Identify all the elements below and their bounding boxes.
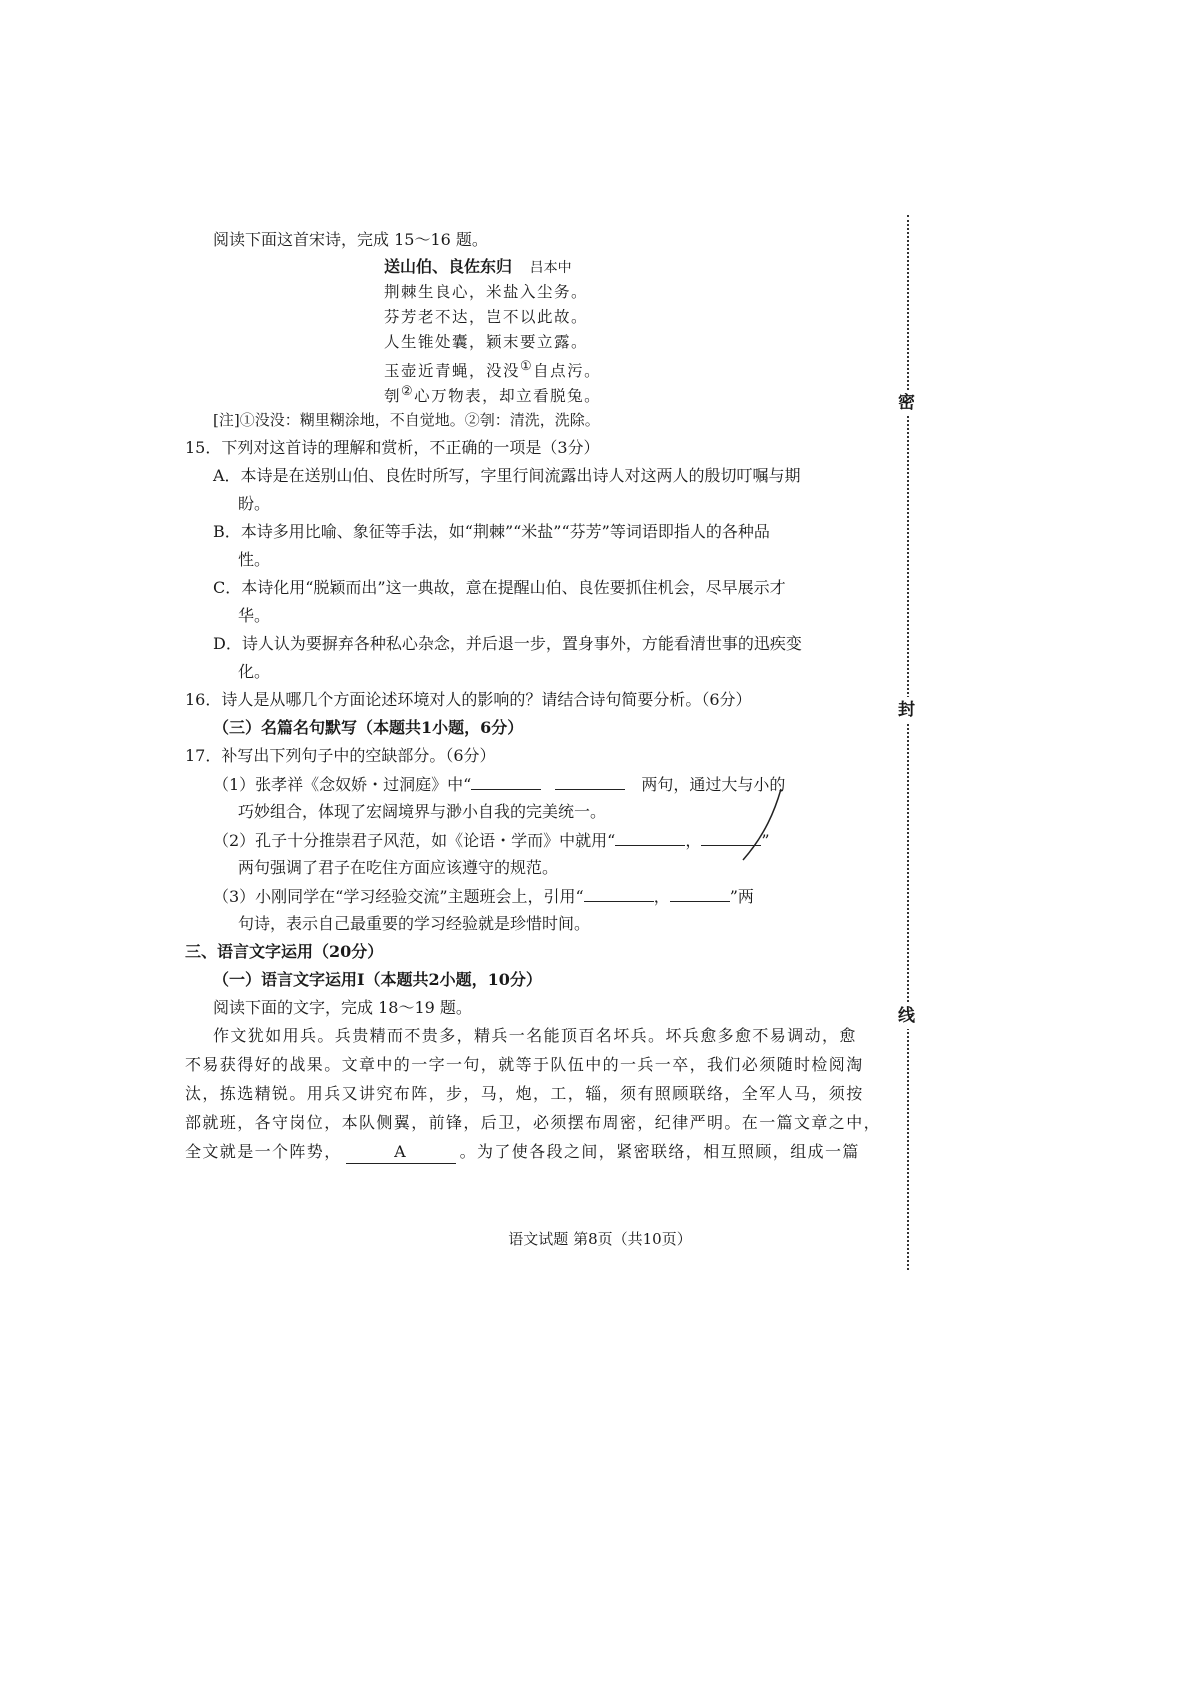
poem-line-4-b: 自点污。	[533, 362, 602, 381]
poem-line-5	[384, 381, 601, 407]
q15-option-a-cont: 盼。	[238, 494, 271, 513]
q15-option-d-cont: 化。	[238, 662, 271, 681]
binding-char-3: 线	[898, 1003, 915, 1029]
poem-line-1: 荆棘生良心，米盐入尘务。	[384, 283, 589, 301]
q17-2-end: ”	[761, 831, 770, 850]
binding-dotted-line	[907, 215, 909, 1270]
q17-part-3-cont: 句诗，表示自己最重要的学习经验就是珍惜时间。	[238, 914, 591, 933]
binding-char-2: 封	[898, 697, 915, 723]
note-mark-2: ②	[401, 384, 415, 399]
passage-line-3: 汰，拣选精锐。用兵又讲究布阵，步，马，炮，工，辎，须有照顾联络，全军人马，须按	[185, 1084, 864, 1103]
q17-part-3-text: （3）小刚同学在“学习经验交流”主题班会上，引用“	[213, 887, 584, 906]
q15-option-c-cont: 华。	[238, 606, 271, 625]
q17-2-blank-1[interactable]	[615, 829, 685, 846]
q17-stem: 17．补写出下列句子中的空缺部分。（6分）	[185, 746, 496, 765]
poem-note: [注]①没没：糊里糊涂地，不自觉地。②刳：清洗，洗除。	[213, 411, 600, 429]
q17-1-blank-1[interactable]	[471, 773, 541, 790]
q15-option-a: A．本诗是在送别山伯、良佐时所写，字里行间流露出诗人对这两人的殷切叮嘱与期	[213, 466, 801, 485]
poem-author: 吕本中	[529, 260, 572, 276]
q15-option-b: B．本诗多用比喻、象征等手法，如“荆棘”“米盐”“芬芳”等词语即指人的各种品	[213, 522, 770, 541]
q17-part-1-tail: 两句，通过大与小的	[641, 775, 786, 794]
q17-part-3-tail: ”两	[729, 887, 754, 906]
passage-line-5	[185, 1141, 860, 1164]
passage-line-5-a: 全文就是一个阵势，	[185, 1142, 342, 1161]
poem-line-5-a: 刳	[384, 387, 402, 406]
passage-line-1: 作文犹如用兵。兵贵精而不贵多，精兵一名能顶百名坏兵。坏兵愈多愈不易调动，愈	[213, 1026, 857, 1045]
q15-option-c: C．本诗化用“脱颖而出”这一典故，意在提醒山伯、良佐要抓住机会，尽早展示才	[213, 578, 786, 597]
poem-line-4	[384, 356, 601, 382]
section-3-heading: （三）名篇名句默写（本题共1小题，6分）	[213, 718, 524, 737]
poem-line-5-b: 心万物表，却立看脱兔。	[414, 387, 602, 406]
blank-a-label: A	[394, 1142, 408, 1161]
q17-part-2-text: （2）孔子十分推崇君子风范，如《论语・学而》中就用“	[213, 831, 616, 850]
reading-intro-18-19: 阅读下面的文字，完成 18～19 题。	[213, 998, 472, 1017]
passage-line-5-b: 。为了使各段之间，紧密联络，相互照顾，组成一篇	[459, 1142, 860, 1161]
note-mark-1: ①	[520, 359, 534, 374]
poem-line-2: 芬芳老不达，岂不以此故。	[384, 308, 589, 326]
q17-2-sep: ，	[685, 831, 702, 850]
q16-stem: 16．诗人是从哪几个方面论述环境对人的影响的？请结合诗句简要分析。（6分）	[185, 690, 752, 709]
q17-part-1-cont: 巧妙组合，体现了宏阔境界与渺小自我的完美统一。	[238, 802, 607, 821]
q17-part-1	[213, 773, 785, 796]
q17-part-2-cont: 两句强调了君子在吃住方面应该遵守的规范。	[238, 858, 559, 877]
q15-option-b-cont: 性。	[238, 550, 271, 569]
binding-char-1: 密	[898, 390, 915, 416]
part-3-heading: 三、语言文字运用（20分）	[185, 942, 384, 961]
poem-title-text: 送山伯、良佐东归	[384, 257, 513, 276]
blank-a[interactable]	[346, 1141, 456, 1164]
poem-line-3: 人生锥处囊，颖末要立露。	[384, 333, 589, 351]
q15-stem: 15．下列对这首诗的理解和赏析，不正确的一项是（3分）	[185, 438, 600, 457]
q17-part-2	[213, 829, 770, 852]
q17-3-sep: ，	[653, 887, 670, 906]
q15-option-d: D．诗人认为要摒弃各种私心杂念，并后退一步，置身事外，方能看清世事的迅疾变	[213, 634, 802, 653]
sub-section-1-heading: （一）语言文字运用Ⅰ（本题共2小题，10分）	[213, 970, 542, 989]
q17-1-blank-2[interactable]	[555, 773, 625, 790]
passage-line-4: 部就班，各守岗位，本队侧翼，前锋，后卫，必须摆布周密，纪律严明。在一篇文章之中，	[185, 1113, 882, 1132]
q17-3-blank-2[interactable]	[670, 885, 730, 902]
page-footer: 语文试题 第8页（共10页）	[508, 1230, 692, 1248]
poem-line-4-a: 玉壶近青蝇，没没	[384, 362, 521, 381]
passage-line-2: 不易获得好的战果。文章中的一字一句，就等于队伍中的一兵一卒，我们必须随时检阅淘	[185, 1055, 864, 1074]
q17-part-1-text: （1）张孝祥《念奴娇・过洞庭》中“	[213, 775, 472, 794]
q17-part-3	[213, 885, 754, 908]
poem-title	[384, 256, 572, 279]
q17-3-blank-1[interactable]	[584, 885, 654, 902]
reading-intro-15-16: 阅读下面这首宋诗，完成 15～16 题。	[213, 230, 488, 249]
pen-mark	[735, 785, 785, 865]
